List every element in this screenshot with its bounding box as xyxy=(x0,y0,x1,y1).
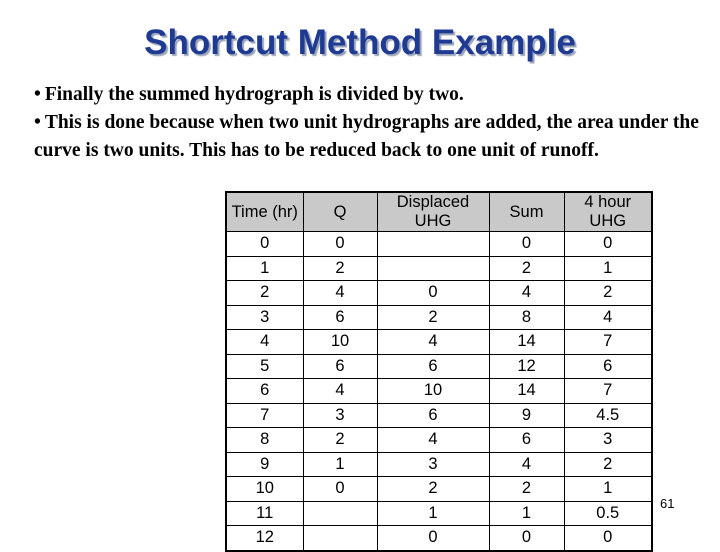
table-cell: 6 xyxy=(303,354,377,379)
header-displaced-uhg: Displaced UHG xyxy=(377,192,489,232)
table-cell: 12 xyxy=(226,526,303,551)
table-cell: 0 xyxy=(489,526,564,551)
table-cell: 4.5 xyxy=(564,403,652,428)
table-cell xyxy=(303,501,377,526)
table-cell: 4 xyxy=(226,330,303,355)
slide-title: Shortcut Method Example xyxy=(144,23,576,62)
table-cell: 2 xyxy=(377,305,489,330)
table-cell: 6 xyxy=(377,354,489,379)
table-cell: 1 xyxy=(489,501,564,526)
table-cell: 2 xyxy=(226,281,303,306)
bullet-text: This is done because when two unit hydrographs are added, the area under the curve is two units. This has to be reduced back to one unit of runoff. xyxy=(34,112,699,161)
table-cell: 2 xyxy=(564,281,652,306)
table-cell: 14 xyxy=(489,379,564,404)
table-row xyxy=(226,452,652,477)
bullet-item xyxy=(34,109,709,165)
table-row xyxy=(226,501,652,526)
table-body xyxy=(226,232,652,551)
table-cell: 4 xyxy=(377,428,489,453)
table-cell: 4 xyxy=(564,305,652,330)
header-time: Time (hr) xyxy=(226,192,303,232)
table-cell: 4 xyxy=(489,452,564,477)
table-row xyxy=(226,256,652,281)
bullet-dot: • xyxy=(34,84,41,105)
table-cell: 0 xyxy=(303,232,377,257)
table-cell: 0 xyxy=(377,281,489,306)
table-cell: 0 xyxy=(226,232,303,257)
header-4-hour-uhg: 4 hour UHG xyxy=(564,192,652,232)
table-cell: 5 xyxy=(226,354,303,379)
table-cell: 2 xyxy=(564,452,652,477)
table-row xyxy=(226,281,652,306)
hydrograph-table xyxy=(225,191,653,552)
table-cell: 0 xyxy=(377,526,489,551)
table-row xyxy=(226,354,652,379)
table-cell: 3 xyxy=(564,428,652,453)
table-cell: 6 xyxy=(489,428,564,453)
table-cell: 2 xyxy=(377,477,489,502)
table-cell: 7 xyxy=(564,330,652,355)
table-cell: 7 xyxy=(564,379,652,404)
table-cell xyxy=(377,256,489,281)
table-cell: 4 xyxy=(303,281,377,306)
bullet-text: Finally the summed hydrograph is divided by two. xyxy=(44,84,464,105)
page-number: 61 xyxy=(660,496,675,511)
table-cell: 0.5 xyxy=(564,501,652,526)
table-cell xyxy=(303,526,377,551)
table-row xyxy=(226,305,652,330)
table-row xyxy=(226,526,652,551)
table-cell: 8 xyxy=(226,428,303,453)
table-cell: 0 xyxy=(489,232,564,257)
table-row xyxy=(226,403,652,428)
table-cell: 10 xyxy=(226,477,303,502)
table-cell: 10 xyxy=(377,379,489,404)
table-cell: 4 xyxy=(303,379,377,404)
table-cell xyxy=(377,232,489,257)
table-cell: 3 xyxy=(226,305,303,330)
table-cell: 1 xyxy=(564,256,652,281)
bullet-item xyxy=(34,81,709,109)
table-row xyxy=(226,232,652,257)
table-cell: 9 xyxy=(489,403,564,428)
bullet-dot: • xyxy=(34,112,41,133)
table-cell: 0 xyxy=(564,232,652,257)
table-row xyxy=(226,330,652,355)
table-cell: 7 xyxy=(226,403,303,428)
table-cell: 12 xyxy=(489,354,564,379)
table-cell: 6 xyxy=(377,403,489,428)
table-cell: 2 xyxy=(489,256,564,281)
table-cell: 3 xyxy=(377,452,489,477)
table-cell: 4 xyxy=(377,330,489,355)
bullet-list xyxy=(34,81,709,165)
table-row xyxy=(226,428,652,453)
table-header-row xyxy=(226,192,652,232)
header-sum: Sum xyxy=(489,192,564,232)
table-cell: 10 xyxy=(303,330,377,355)
table-row xyxy=(226,379,652,404)
table-cell: 2 xyxy=(489,477,564,502)
header-q: Q xyxy=(303,192,377,232)
table-cell: 0 xyxy=(303,477,377,502)
table-cell: 1 xyxy=(564,477,652,502)
table-cell: 11 xyxy=(226,501,303,526)
table-cell: 2 xyxy=(303,256,377,281)
table-cell: 4 xyxy=(489,281,564,306)
table-cell: 14 xyxy=(489,330,564,355)
table-cell: 6 xyxy=(226,379,303,404)
table-cell: 1 xyxy=(377,501,489,526)
table-cell: 9 xyxy=(226,452,303,477)
table-cell: 8 xyxy=(489,305,564,330)
table-row xyxy=(226,477,652,502)
table-cell: 3 xyxy=(303,403,377,428)
table-cell: 1 xyxy=(226,256,303,281)
table-cell: 1 xyxy=(303,452,377,477)
table-cell: 0 xyxy=(564,526,652,551)
table-cell: 6 xyxy=(303,305,377,330)
table-cell: 2 xyxy=(303,428,377,453)
table-cell: 6 xyxy=(564,354,652,379)
